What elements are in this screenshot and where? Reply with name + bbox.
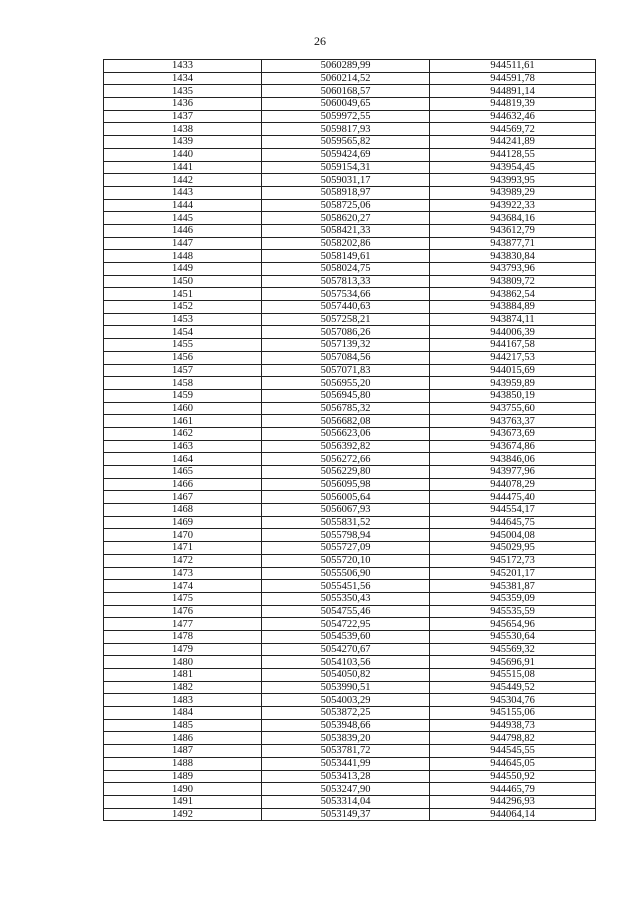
table-row: [104, 719, 596, 732]
x-coordinate-cell: 5053149,37: [262, 808, 430, 821]
y-coordinate-cell: 943809,72: [430, 275, 596, 288]
table-row: [104, 161, 596, 174]
point-number-cell: 1448: [104, 250, 262, 263]
x-coordinate-cell: 5055798,94: [262, 529, 430, 542]
table-row: [104, 72, 596, 85]
x-coordinate-cell: 5056682,08: [262, 415, 430, 428]
coordinates-table: [103, 59, 596, 821]
table-row: [104, 630, 596, 643]
x-coordinate-cell: 5060049,65: [262, 98, 430, 111]
y-coordinate-cell: 945654,96: [430, 618, 596, 631]
x-coordinate-cell: 5057084,56: [262, 351, 430, 364]
point-number-cell: 1479: [104, 643, 262, 656]
y-coordinate-cell: 943755,60: [430, 402, 596, 415]
x-coordinate-cell: 5057086,26: [262, 326, 430, 339]
x-coordinate-cell: 5054003,29: [262, 694, 430, 707]
table-row: [104, 567, 596, 580]
y-coordinate-cell: 944591,78: [430, 72, 596, 85]
table-row: [104, 580, 596, 593]
table-row: [104, 504, 596, 517]
table-row: [104, 681, 596, 694]
x-coordinate-cell: 5059817,93: [262, 123, 430, 136]
x-coordinate-cell: 5055451,56: [262, 580, 430, 593]
y-coordinate-cell: 945201,17: [430, 567, 596, 580]
y-coordinate-cell: 943793,96: [430, 263, 596, 276]
x-coordinate-cell: 5059972,55: [262, 110, 430, 123]
table-row: [104, 288, 596, 301]
y-coordinate-cell: 943846,06: [430, 453, 596, 466]
point-number-cell: 1435: [104, 85, 262, 98]
x-coordinate-cell: 5056067,93: [262, 504, 430, 517]
y-coordinate-cell: 944296,93: [430, 795, 596, 808]
point-number-cell: 1471: [104, 542, 262, 555]
table-row: [104, 643, 596, 656]
table-row: [104, 402, 596, 415]
table-row: [104, 808, 596, 821]
x-coordinate-cell: 5054539,60: [262, 630, 430, 643]
x-coordinate-cell: 5056623,06: [262, 427, 430, 440]
y-coordinate-cell: 944550,92: [430, 770, 596, 783]
table-row: [104, 732, 596, 745]
coordinates-table-body: [104, 60, 596, 821]
y-coordinate-cell: 944645,05: [430, 757, 596, 770]
y-coordinate-cell: 944064,14: [430, 808, 596, 821]
y-coordinate-cell: 945569,32: [430, 643, 596, 656]
x-coordinate-cell: 5056272,66: [262, 453, 430, 466]
y-coordinate-cell: 943850,19: [430, 389, 596, 402]
x-coordinate-cell: 5059031,17: [262, 174, 430, 187]
x-coordinate-cell: 5058918,97: [262, 186, 430, 199]
point-number-cell: 1441: [104, 161, 262, 174]
x-coordinate-cell: 5057139,32: [262, 339, 430, 352]
point-number-cell: 1461: [104, 415, 262, 428]
y-coordinate-cell: 944006,39: [430, 326, 596, 339]
point-number-cell: 1446: [104, 224, 262, 237]
point-number-cell: 1459: [104, 389, 262, 402]
point-number-cell: 1477: [104, 618, 262, 631]
table-row: [104, 301, 596, 314]
table-row: [104, 770, 596, 783]
y-coordinate-cell: 945696,91: [430, 656, 596, 669]
x-coordinate-cell: 5053441,99: [262, 757, 430, 770]
point-number-cell: 1487: [104, 745, 262, 758]
x-coordinate-cell: 5058149,61: [262, 250, 430, 263]
y-coordinate-cell: 945172,73: [430, 554, 596, 567]
x-coordinate-cell: 5060214,52: [262, 72, 430, 85]
x-coordinate-cell: 5053247,90: [262, 783, 430, 796]
x-coordinate-cell: 5053948,66: [262, 719, 430, 732]
table-row: [104, 377, 596, 390]
table-row: [104, 313, 596, 326]
y-coordinate-cell: 943993,95: [430, 174, 596, 187]
point-number-cell: 1433: [104, 60, 262, 73]
y-coordinate-cell: 943674,86: [430, 440, 596, 453]
y-coordinate-cell: 944798,82: [430, 732, 596, 745]
table-row: [104, 237, 596, 250]
table-row: [104, 275, 596, 288]
x-coordinate-cell: 5057440,63: [262, 301, 430, 314]
point-number-cell: 1455: [104, 339, 262, 352]
x-coordinate-cell: 5053413,28: [262, 770, 430, 783]
point-number-cell: 1475: [104, 592, 262, 605]
x-coordinate-cell: 5058421,33: [262, 224, 430, 237]
y-coordinate-cell: 945535,59: [430, 605, 596, 618]
y-coordinate-cell: 944569,72: [430, 123, 596, 136]
y-coordinate-cell: 944545,55: [430, 745, 596, 758]
y-coordinate-cell: 943684,16: [430, 212, 596, 225]
y-coordinate-cell: 944554,17: [430, 504, 596, 517]
y-coordinate-cell: 944645,75: [430, 516, 596, 529]
point-number-cell: 1478: [104, 630, 262, 643]
table-row: [104, 554, 596, 567]
y-coordinate-cell: 944465,79: [430, 783, 596, 796]
table-row: [104, 694, 596, 707]
table-row: [104, 592, 596, 605]
y-coordinate-cell: 943977,96: [430, 466, 596, 479]
point-number-cell: 1470: [104, 529, 262, 542]
table-row: [104, 174, 596, 187]
y-coordinate-cell: 945359,09: [430, 592, 596, 605]
x-coordinate-cell: 5057534,66: [262, 288, 430, 301]
point-number-cell: 1463: [104, 440, 262, 453]
y-coordinate-cell: 943959,89: [430, 377, 596, 390]
y-coordinate-cell: 943877,71: [430, 237, 596, 250]
table-row: [104, 757, 596, 770]
x-coordinate-cell: 5055506,90: [262, 567, 430, 580]
table-row: [104, 529, 596, 542]
y-coordinate-cell: 943612,79: [430, 224, 596, 237]
y-coordinate-cell: 943862,54: [430, 288, 596, 301]
table-row: [104, 478, 596, 491]
table-row: [104, 491, 596, 504]
x-coordinate-cell: 5053839,20: [262, 732, 430, 745]
x-coordinate-cell: 5056095,98: [262, 478, 430, 491]
y-coordinate-cell: 945381,87: [430, 580, 596, 593]
x-coordinate-cell: 5053990,51: [262, 681, 430, 694]
x-coordinate-cell: 5053781,72: [262, 745, 430, 758]
table-row: [104, 85, 596, 98]
point-number-cell: 1436: [104, 98, 262, 111]
y-coordinate-cell: 944015,69: [430, 364, 596, 377]
point-number-cell: 1453: [104, 313, 262, 326]
table-row: [104, 110, 596, 123]
table-row: [104, 351, 596, 364]
table-row: [104, 466, 596, 479]
x-coordinate-cell: 5055350,43: [262, 592, 430, 605]
x-coordinate-cell: 5056955,20: [262, 377, 430, 390]
x-coordinate-cell: 5055720,10: [262, 554, 430, 567]
table-row: [104, 795, 596, 808]
point-number-cell: 1449: [104, 263, 262, 276]
y-coordinate-cell: 944241,89: [430, 136, 596, 149]
point-number-cell: 1450: [104, 275, 262, 288]
point-number-cell: 1468: [104, 504, 262, 517]
point-number-cell: 1451: [104, 288, 262, 301]
point-number-cell: 1465: [104, 466, 262, 479]
x-coordinate-cell: 5056785,32: [262, 402, 430, 415]
point-number-cell: 1443: [104, 186, 262, 199]
x-coordinate-cell: 5059154,31: [262, 161, 430, 174]
point-number-cell: 1488: [104, 757, 262, 770]
point-number-cell: 1458: [104, 377, 262, 390]
point-number-cell: 1437: [104, 110, 262, 123]
x-coordinate-cell: 5055727,09: [262, 542, 430, 555]
x-coordinate-cell: 5057258,21: [262, 313, 430, 326]
table-row: [104, 389, 596, 402]
page-number: 26: [314, 34, 326, 48]
x-coordinate-cell: 5054722,95: [262, 618, 430, 631]
y-coordinate-cell: 944128,55: [430, 148, 596, 161]
point-number-cell: 1482: [104, 681, 262, 694]
table-row: [104, 339, 596, 352]
y-coordinate-cell: 944167,58: [430, 339, 596, 352]
x-coordinate-cell: 5057071,83: [262, 364, 430, 377]
point-number-cell: 1489: [104, 770, 262, 783]
x-coordinate-cell: 5054755,46: [262, 605, 430, 618]
point-number-cell: 1460: [104, 402, 262, 415]
table-row: [104, 263, 596, 276]
point-number-cell: 1485: [104, 719, 262, 732]
x-coordinate-cell: 5059424,69: [262, 148, 430, 161]
point-number-cell: 1452: [104, 301, 262, 314]
y-coordinate-cell: 944078,29: [430, 478, 596, 491]
point-number-cell: 1466: [104, 478, 262, 491]
point-number-cell: 1464: [104, 453, 262, 466]
point-number-cell: 1434: [104, 72, 262, 85]
x-coordinate-cell: 5056229,80: [262, 466, 430, 479]
table-row: [104, 415, 596, 428]
table-row: [104, 212, 596, 225]
point-number-cell: 1442: [104, 174, 262, 187]
point-number-cell: 1492: [104, 808, 262, 821]
y-coordinate-cell: 943884,89: [430, 301, 596, 314]
x-coordinate-cell: 5056005,64: [262, 491, 430, 504]
y-coordinate-cell: 944511,61: [430, 60, 596, 73]
point-number-cell: 1486: [104, 732, 262, 745]
y-coordinate-cell: 944217,53: [430, 351, 596, 364]
table-row: [104, 440, 596, 453]
point-number-cell: 1480: [104, 656, 262, 669]
y-coordinate-cell: 943989,29: [430, 186, 596, 199]
x-coordinate-cell: 5054103,56: [262, 656, 430, 669]
y-coordinate-cell: 945515,08: [430, 669, 596, 682]
y-coordinate-cell: 944475,40: [430, 491, 596, 504]
x-coordinate-cell: 5058024,75: [262, 263, 430, 276]
point-number-cell: 1469: [104, 516, 262, 529]
point-number-cell: 1439: [104, 136, 262, 149]
y-coordinate-cell: 943954,45: [430, 161, 596, 174]
y-coordinate-cell: 943874,11: [430, 313, 596, 326]
x-coordinate-cell: 5053872,25: [262, 707, 430, 720]
table-row: [104, 669, 596, 682]
x-coordinate-cell: 5060168,57: [262, 85, 430, 98]
x-coordinate-cell: 5059565,82: [262, 136, 430, 149]
table-row: [104, 618, 596, 631]
x-coordinate-cell: 5054270,67: [262, 643, 430, 656]
x-coordinate-cell: 5054050,82: [262, 669, 430, 682]
y-coordinate-cell: 945449,52: [430, 681, 596, 694]
point-number-cell: 1472: [104, 554, 262, 567]
table-row: [104, 224, 596, 237]
point-number-cell: 1481: [104, 669, 262, 682]
table-row: [104, 707, 596, 720]
table-row: [104, 745, 596, 758]
table-row: [104, 148, 596, 161]
point-number-cell: 1467: [104, 491, 262, 504]
table-row: [104, 453, 596, 466]
table-row: [104, 516, 596, 529]
point-number-cell: 1454: [104, 326, 262, 339]
point-number-cell: 1491: [104, 795, 262, 808]
table-row: [104, 123, 596, 136]
x-coordinate-cell: 5056392,82: [262, 440, 430, 453]
point-number-cell: 1438: [104, 123, 262, 136]
x-coordinate-cell: 5058725,06: [262, 199, 430, 212]
table-row: [104, 136, 596, 149]
point-number-cell: 1462: [104, 427, 262, 440]
table-row: [104, 186, 596, 199]
point-number-cell: 1473: [104, 567, 262, 580]
x-coordinate-cell: 5055831,52: [262, 516, 430, 529]
table-row: [104, 250, 596, 263]
table-row: [104, 542, 596, 555]
y-coordinate-cell: 944819,39: [430, 98, 596, 111]
y-coordinate-cell: 945004,08: [430, 529, 596, 542]
x-coordinate-cell: 5060289,99: [262, 60, 430, 73]
table-row: [104, 656, 596, 669]
x-coordinate-cell: 5053314,04: [262, 795, 430, 808]
table-row: [104, 605, 596, 618]
y-coordinate-cell: 943763,37: [430, 415, 596, 428]
y-coordinate-cell: 944938,73: [430, 719, 596, 732]
y-coordinate-cell: 943922,33: [430, 199, 596, 212]
y-coordinate-cell: 944632,46: [430, 110, 596, 123]
y-coordinate-cell: 943830,84: [430, 250, 596, 263]
x-coordinate-cell: 5057813,33: [262, 275, 430, 288]
table-row: [104, 783, 596, 796]
point-number-cell: 1474: [104, 580, 262, 593]
x-coordinate-cell: 5056945,80: [262, 389, 430, 402]
table-row: [104, 60, 596, 73]
point-number-cell: 1457: [104, 364, 262, 377]
table-row: [104, 98, 596, 111]
y-coordinate-cell: 945029,95: [430, 542, 596, 555]
y-coordinate-cell: 945155,06: [430, 707, 596, 720]
y-coordinate-cell: 944891,14: [430, 85, 596, 98]
y-coordinate-cell: 943673,69: [430, 427, 596, 440]
x-coordinate-cell: 5058202,86: [262, 237, 430, 250]
point-number-cell: 1444: [104, 199, 262, 212]
y-coordinate-cell: 945304,76: [430, 694, 596, 707]
point-number-cell: 1440: [104, 148, 262, 161]
point-number-cell: 1476: [104, 605, 262, 618]
table-row: [104, 427, 596, 440]
x-coordinate-cell: 5058620,27: [262, 212, 430, 225]
point-number-cell: 1484: [104, 707, 262, 720]
y-coordinate-cell: 945530,64: [430, 630, 596, 643]
point-number-cell: 1483: [104, 694, 262, 707]
point-number-cell: 1456: [104, 351, 262, 364]
table-row: [104, 364, 596, 377]
point-number-cell: 1447: [104, 237, 262, 250]
point-number-cell: 1445: [104, 212, 262, 225]
table-row: [104, 199, 596, 212]
point-number-cell: 1490: [104, 783, 262, 796]
table-row: [104, 326, 596, 339]
